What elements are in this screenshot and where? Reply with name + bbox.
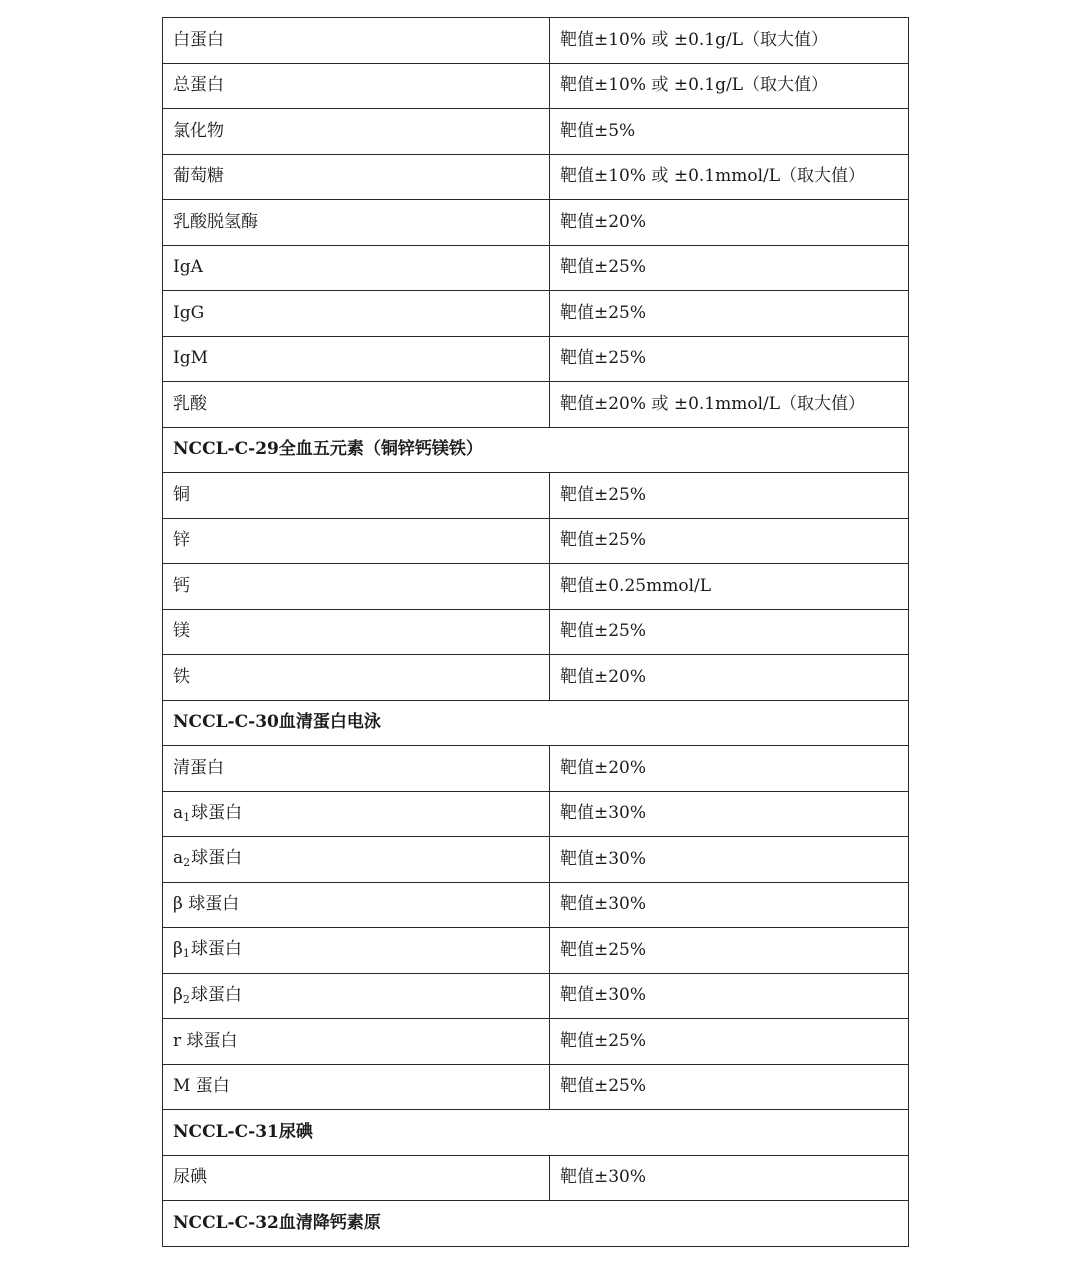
table-row <box>163 245 909 291</box>
quality-spec-table <box>162 17 909 1247</box>
table-row <box>163 291 909 337</box>
analyte-name: r 球蛋白 <box>163 1019 550 1065</box>
tolerance-value: 靶值±20% 或 ±0.1mmol/L（取大值） <box>550 382 909 428</box>
table-row <box>163 609 909 655</box>
table-row <box>163 791 909 837</box>
analyte-name-subscript: 2 <box>182 992 190 1006</box>
tolerance-value: 靶值±30% <box>550 973 909 1019</box>
analyte-name <box>163 791 550 837</box>
analyte-name-subscript: 1 <box>182 947 190 961</box>
tolerance-value: 靶值±20% <box>550 746 909 792</box>
analyte-name-prefix: a <box>173 848 184 869</box>
analyte-name <box>163 973 550 1019</box>
table-row <box>163 18 909 64</box>
analyte-name-suffix: 球蛋白 <box>190 984 242 1005</box>
analyte-name: 清蛋白 <box>163 746 550 792</box>
table-row <box>163 564 909 610</box>
analyte-name: β 球蛋白 <box>163 882 550 928</box>
tolerance-value: 靶值±30% <box>550 1155 909 1201</box>
analyte-name: 镁 <box>163 609 550 655</box>
table-row <box>163 63 909 109</box>
analyte-name-suffix: 球蛋白 <box>191 802 243 823</box>
analyte-name: 乳酸脱氢酶 <box>163 200 550 246</box>
tolerance-value: 靶值±25% <box>550 1019 909 1065</box>
analyte-name-prefix: a <box>173 802 184 823</box>
analyte-name: IgG <box>163 291 550 337</box>
tolerance-value: 靶值±20% <box>550 655 909 701</box>
table-row <box>163 336 909 382</box>
table-row <box>163 1064 909 1110</box>
analyte-name-suffix: 球蛋白 <box>190 939 242 960</box>
table-row <box>163 1019 909 1065</box>
table-row <box>163 1155 909 1201</box>
analyte-name: 钙 <box>163 564 550 610</box>
analyte-name <box>163 837 550 883</box>
table-row <box>163 928 909 974</box>
tolerance-value: 靶值±30% <box>550 791 909 837</box>
table-row <box>163 518 909 564</box>
tolerance-value: 靶值±0.25mmol/L <box>550 564 909 610</box>
analyte-name-suffix: 球蛋白 <box>191 848 243 869</box>
section-title: NCCL-C-30血清蛋白电泳 <box>163 700 909 746</box>
analyte-name: IgM <box>163 336 550 382</box>
tolerance-value: 靶值±25% <box>550 1064 909 1110</box>
table-row <box>163 154 909 200</box>
tolerance-value: 靶值±25% <box>550 336 909 382</box>
analyte-name: 氯化物 <box>163 109 550 155</box>
analyte-name <box>163 928 550 974</box>
analyte-name: 尿碘 <box>163 1155 550 1201</box>
tolerance-value: 靶值±10% 或 ±0.1g/L（取大值） <box>550 18 909 64</box>
tolerance-value: 靶值±25% <box>550 245 909 291</box>
section-title: NCCL-C-29全血五元素（铜锌钙镁铁） <box>163 427 909 473</box>
table-row <box>163 382 909 428</box>
analyte-name: M 蛋白 <box>163 1064 550 1110</box>
table-row <box>163 200 909 246</box>
tolerance-value: 靶值±25% <box>550 518 909 564</box>
analyte-name-subscript: 2 <box>183 856 191 870</box>
table-row <box>163 655 909 701</box>
analyte-name-prefix: β <box>173 939 183 960</box>
section-header-row <box>163 427 909 473</box>
table-row <box>163 746 909 792</box>
analyte-name: 白蛋白 <box>163 18 550 64</box>
analyte-name: 锌 <box>163 518 550 564</box>
tolerance-value: 靶值±25% <box>550 473 909 519</box>
table-row <box>163 973 909 1019</box>
section-title: NCCL-C-32血清降钙素原 <box>163 1201 909 1247</box>
analyte-name-prefix: β <box>173 984 183 1005</box>
analyte-name: 总蛋白 <box>163 63 550 109</box>
table-row <box>163 837 909 883</box>
tolerance-value: 靶值±30% <box>550 882 909 928</box>
table-row <box>163 109 909 155</box>
tolerance-value: 靶值±20% <box>550 200 909 246</box>
analyte-name: 铜 <box>163 473 550 519</box>
analyte-name: 葡萄糖 <box>163 154 550 200</box>
section-header-row <box>163 1110 909 1156</box>
tolerance-value: 靶值±30% <box>550 837 909 883</box>
analyte-name: IgA <box>163 245 550 291</box>
section-header-row <box>163 700 909 746</box>
section-title: NCCL-C-31尿碘 <box>163 1110 909 1156</box>
analyte-name: 铁 <box>163 655 550 701</box>
analyte-name: 乳酸 <box>163 382 550 428</box>
table-row <box>163 473 909 519</box>
tolerance-value: 靶值±5% <box>550 109 909 155</box>
tolerance-value: 靶值±25% <box>550 609 909 655</box>
tolerance-value: 靶值±25% <box>550 291 909 337</box>
tolerance-value: 靶值±10% 或 ±0.1g/L（取大值） <box>550 63 909 109</box>
tolerance-value: 靶值±10% 或 ±0.1mmol/L（取大值） <box>550 154 909 200</box>
analyte-name-subscript: 1 <box>183 810 191 824</box>
tolerance-value: 靶值±25% <box>550 928 909 974</box>
table-row <box>163 882 909 928</box>
section-header-row <box>163 1201 909 1247</box>
